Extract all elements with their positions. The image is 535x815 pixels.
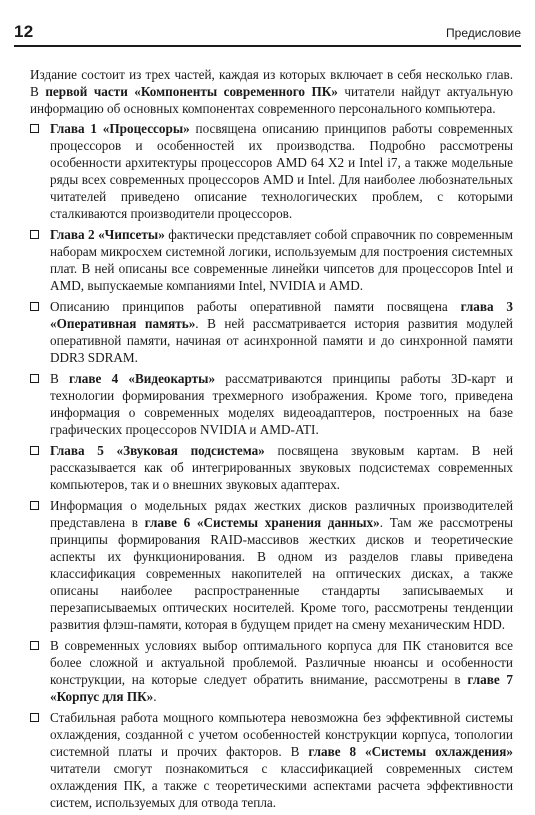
- part-title: первой части «Компоненты современного ПК»: [45, 84, 338, 99]
- list-item: В современных условиях выбор оптимального корпуса для ПК становится все более сложной и актуальной проблемой. Различные нюансы и особенности конструкции, на которые следует обратить внимание, рассмотрены в главе 7 «Корпус для ПК».: [30, 637, 513, 705]
- square-bullet-icon: [30, 230, 39, 239]
- list-item: Глава 1 «Процессоры» посвящена описанию принципов работы современных процессоров и особенностей их производства. Подробно рассмотрены особенности архитектуры процессоров AMD 64 X2 и Intel i7, а также модельные ряды всех современных процессоров AMD и Intel. Для наиболее любознательных читателей приведено описание технологических проблем, с которыми сталкиваются производители процессоров.: [30, 120, 513, 222]
- header-rule: [14, 45, 521, 47]
- chapter-title: главе 8 «Системы охлаждения»: [308, 744, 513, 759]
- chapter-title: главе 6 «Системы хранения данных»: [144, 515, 380, 530]
- page-header: [14, 18, 521, 42]
- intro-paragraph: Издание состоит из трех частей, каждая из которых включает в себя несколько глав. В первой части «Компоненты современного ПК» читатели найдут актуальную информацию об основных компонентах современного персонального компьютера.: [30, 67, 514, 116]
- square-bullet-icon: [30, 446, 39, 455]
- chapter-title: Глава 2 «Чипсеты»: [50, 227, 165, 242]
- chapter-list: [30, 120, 513, 811]
- list-item: Стабильная работа мощного компьютера невозможна без эффективной системы охлаждения, созданной с учетом особенностей конструкции корпуса, топологии системной платы и прочих факторов. В главе 8 «Системы охлаждения» читатели смогут познакомиться с классификацией современных систем охлаждения ПК, а также с теоретическими аспектами расчета эффективности систем, используемых для отвода тепла.: [30, 709, 513, 811]
- square-bullet-icon: [30, 501, 39, 510]
- list-item: В главе 4 «Видеокарты» рассматриваются принципы работы 3D-карт и технологии формирования трехмерного изображения. Кроме того, приведена информация о современных моделях видеоадаптеров, построенных на базе графических процессоров NVIDIA и AMD-ATI.: [30, 370, 513, 438]
- chapter-title: Глава 5 «Звуковая подсистема»: [50, 443, 265, 458]
- square-bullet-icon: [30, 713, 39, 722]
- running-title: Предисловие: [446, 26, 521, 40]
- page-number: 12: [14, 22, 34, 41]
- chapter-title: глава 3 «Оперативная память»: [50, 299, 513, 331]
- square-bullet-icon: [30, 641, 39, 650]
- square-bullet-icon: [30, 124, 39, 133]
- list-item: Информация о модельных рядах жестких дисков различных производителей представлена в главе 6 «Системы хранения данных». Там же рассмотрены принципы формирования RAID-массивов жестких дисков и теоретические аспекты их функционирования. В одном из разделов главы приведена классификация современных накопителей на оптических дисках, а также описаны наиболее распространенные стандарты записываемых и перезаписываемых оптических носителей. Кроме того, рассмотрены тенденции развития флэш-памяти, которая в будущем придет на смену механическим HDD.: [30, 497, 513, 633]
- chapter-title: главе 4 «Видеокарты»: [69, 371, 216, 386]
- chapter-title: Глава 1 «Процессоры»: [50, 121, 190, 136]
- list-item: Глава 2 «Чипсеты» фактически представляет собой справочник по современным наборам микросхем системной логики, используемым для построения системных плат. В ней описаны все современные линейки чипсетов для процессоров Intel и AMD, выпускаемые компаниями Intel, NVIDIA и AMD.: [30, 226, 513, 294]
- chapter-title: главе 7 «Корпус для ПК»: [50, 672, 513, 704]
- page-body: [30, 66, 513, 815]
- square-bullet-icon: [30, 302, 39, 311]
- square-bullet-icon: [30, 374, 39, 383]
- list-item: Описанию принципов работы оперативной памяти посвящена глава 3 «Оперативная память». В ней рассматривается история развития модулей оперативной памяти, начиная от асинхронной памяти и до синхронной памяти DDR3 SDRAM.: [30, 298, 513, 366]
- list-item: Глава 5 «Звуковая подсистема» посвящена звуковым картам. В ней рассказывается как об интегрированных звуковых подсистемах современных компьютеров, так и о внешних звуковых адаптерах.: [30, 442, 513, 493]
